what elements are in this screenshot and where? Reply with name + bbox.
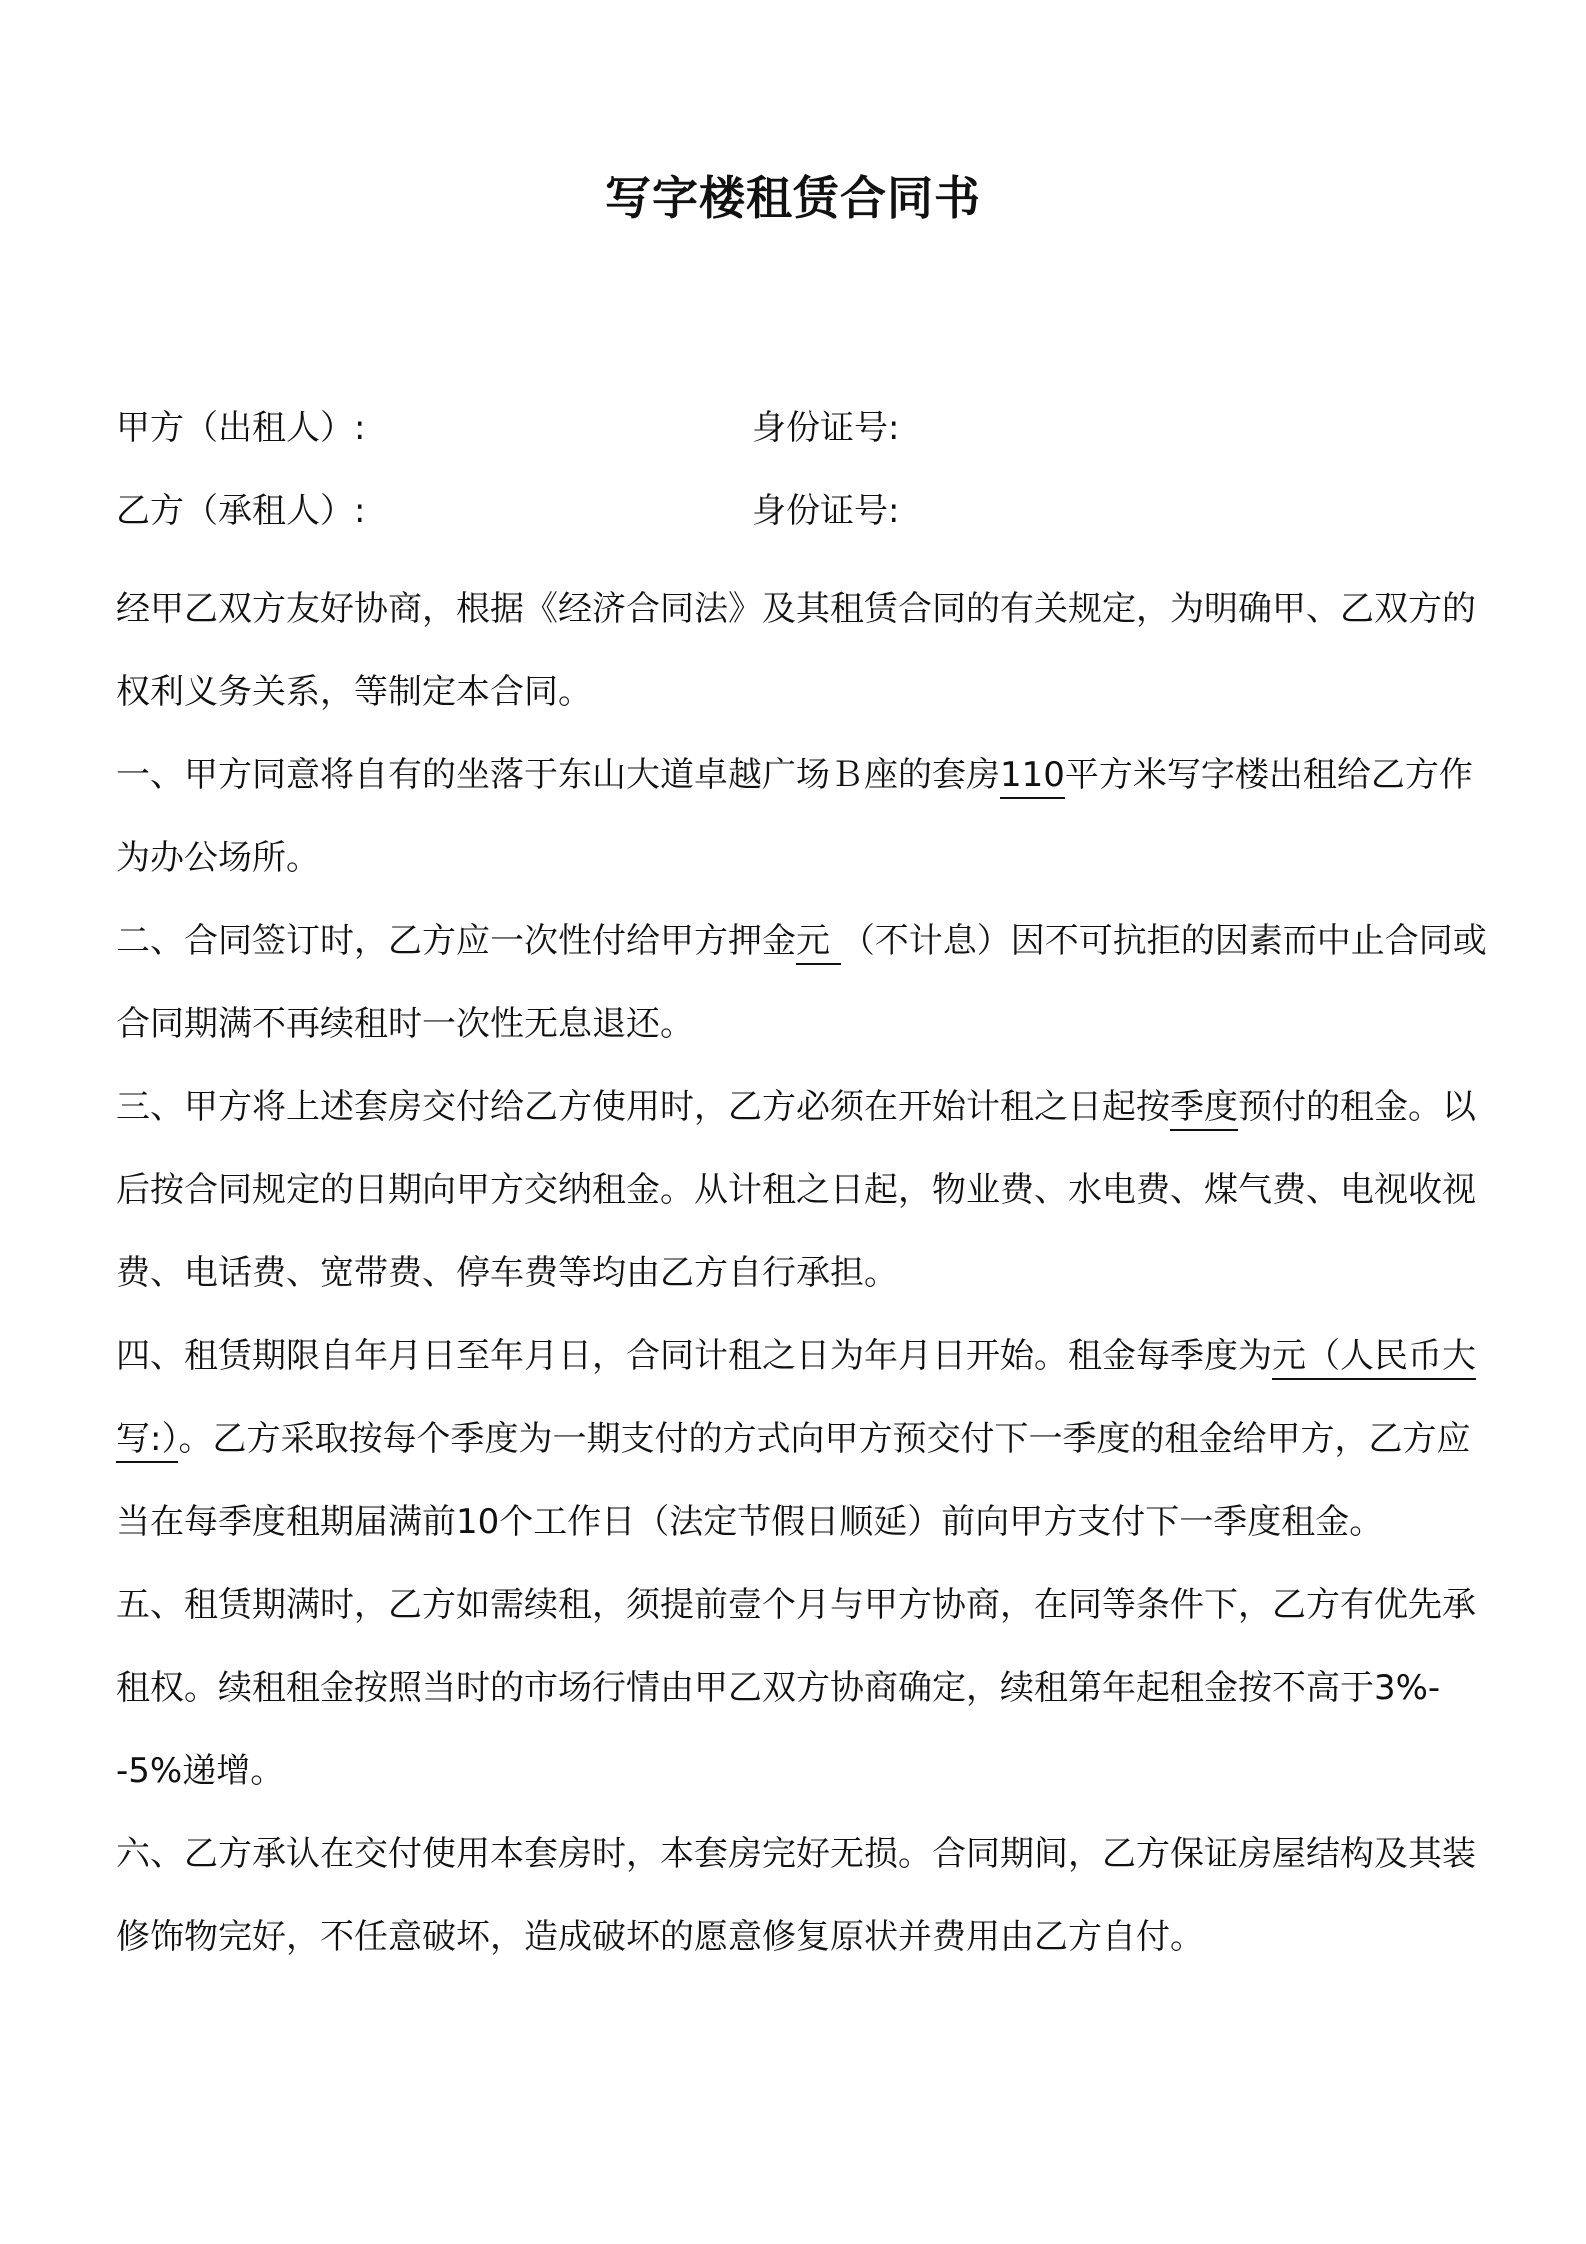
clause-5: 五、租赁期满时，乙方如需续租，须提前壹个月与甲方协商，在同等条件下，乙方有优先承租权。续租租金按照当时的市场行情由甲乙双方协商确定，续租第年起租金按不高于3%--5%递增。 bbox=[116, 1585, 1476, 1791]
clause-3 bbox=[116, 1066, 1488, 1315]
clause-4-text-b: 。乙方采取按每个季度为一期支付的方式向甲方预交付下一季度的租金给甲方，乙方应当在每季度租期届满前10个工作日（法定节假日顺延）前向甲方支付下一季度租金。 bbox=[116, 1419, 1471, 1542]
clause-3-text-a: 三、甲方将上述套房交付给乙方使用时，乙方必须在开始计租之日起按 bbox=[116, 1087, 1170, 1127]
clause-1 bbox=[116, 734, 1488, 900]
clause-4 bbox=[116, 1315, 1488, 1564]
clause-3-text-b: 预付的租金。以后按合同规定的日期向甲方交纳租金。从计租之日起，物业费、水电费、煤气费、电视收视费、电话费、宽带费、停车费等均由乙方自行承担。 bbox=[116, 1087, 1476, 1293]
party-a-id-label: 身份证号: bbox=[752, 408, 900, 448]
clause-1-text-a: 一、甲方同意将自有的坐落于东山大道卓越广场Ｂ座的套房 bbox=[116, 755, 1000, 795]
clause-3-period: 季度 bbox=[1170, 1087, 1238, 1131]
intro-paragraph: 经甲乙双方友好协商，根据《经济合同法》及其租赁合同的有关规定，为明确甲、乙双方的权利义务关系，等制定本合同。 bbox=[116, 589, 1476, 712]
party-a-row bbox=[116, 398, 900, 458]
contract-body bbox=[116, 568, 1488, 1979]
party-b-label: 乙方（承租人）: bbox=[116, 491, 366, 531]
party-b-row bbox=[116, 481, 900, 541]
clause-4-text-a: 四、租赁期限自年月日至年月日，合同计租之日为年月日开始。租金每季度为 bbox=[116, 1336, 1272, 1376]
clause-1-area: 110 bbox=[1000, 755, 1065, 799]
clause-2-deposit: 元 bbox=[796, 921, 841, 965]
party-b-id-label: 身份证号: bbox=[752, 491, 900, 531]
document-title: 写字楼租赁合同书 bbox=[605, 171, 981, 225]
clause-4-rent: 元（人民币大写:） bbox=[116, 1336, 1476, 1463]
party-a-label: 甲方（出租人）: bbox=[116, 408, 366, 448]
clause-6: 六、乙方承认在交付使用本套房时，本套房完好无损。合同期间，乙方保证房屋结构及其装修饰物完好，不任意破坏，造成破坏的愿意修复原状并费用由乙方自付。 bbox=[116, 1834, 1476, 1957]
clause-2-text-b: （不计息）因不可抗拒的因素而中止合同或合同期满不再续租时一次性无息退还。 bbox=[116, 921, 1487, 1044]
clause-1-text-b: 平方米写字楼出租给乙方作为办公场所。 bbox=[116, 755, 1473, 878]
clause-2-text-a: 二、合同签订时，乙方应一次性付给甲方押金 bbox=[116, 921, 796, 961]
clause-2 bbox=[116, 900, 1488, 1066]
